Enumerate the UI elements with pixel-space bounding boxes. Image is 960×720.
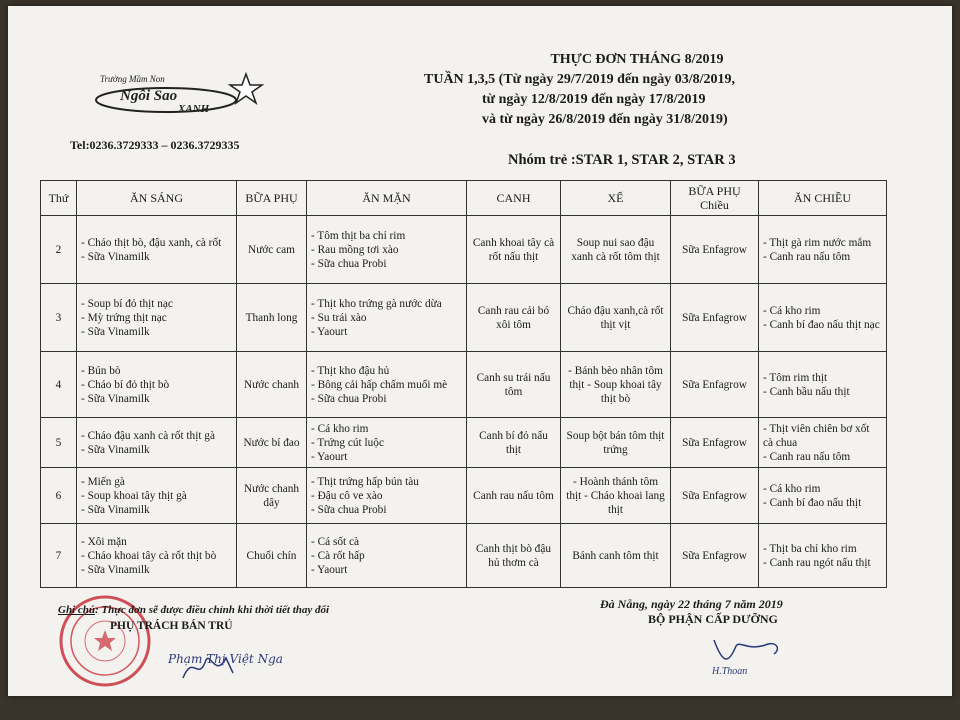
dish-item: - Canh bí đao nấu thịt nạc [763, 318, 880, 331]
dish-item: - Sữa chua Probi [311, 503, 387, 516]
cell-bua-phu: Nước bí đao [237, 418, 307, 468]
dish-item: - Sữa Vinamilk [81, 443, 150, 456]
table-row [41, 352, 887, 418]
cell-canh: Canh bí đỏ nấu thịt [467, 418, 561, 468]
cell-bua-phu-chieu: Sữa Enfagrow [671, 524, 759, 588]
menu-header [412, 50, 862, 130]
cell-canh: Canh khoai tây cà rốt nấu thịt [467, 216, 561, 284]
cell-an-man [307, 468, 467, 524]
cell-xe: - Hoành thánh tôm thịt - Cháo khoai lang thịt [561, 468, 671, 524]
responsible-title: PHỤ TRÁCH BÁN TRÚ [110, 620, 233, 632]
week-range-line3: và từ ngày 26/8/2019 đến ngày 31/8/2019) [482, 112, 728, 127]
dish-item: - Trứng cút luộc [311, 436, 384, 449]
logo-line3: XANH [178, 103, 210, 115]
dish-item: - Sữa Vinamilk [81, 392, 150, 405]
dish-item: - Cá kho rim [311, 422, 369, 435]
dish-item: - Thịt gà rim nước mắm [763, 236, 872, 249]
dish-item: - Thịt ba chỉ kho rim [763, 542, 857, 555]
cell-xe: Soup bột bán tôm thịt trứng [561, 418, 671, 468]
header-bua-phu-chieu [671, 181, 759, 216]
header-thu: Thứ [41, 181, 77, 216]
cell-thu: 6 [41, 468, 77, 524]
header-canh: CANH [467, 181, 561, 216]
dish-item: - Yaourt [311, 563, 348, 576]
cell-bua-phu-chieu: Sữa Enfagrow [671, 418, 759, 468]
cell-an-chieu [759, 284, 887, 352]
header-an-man: ĂN MẶN [307, 181, 467, 216]
header-an-chieu: ĂN CHIỀU [759, 181, 887, 216]
cell-canh: Canh rau nấu tôm [467, 468, 561, 524]
dish-item: - Cháo thịt bò, đậu xanh, cà rốt [81, 236, 222, 249]
cell-xe: Soup nui sao đậu xanh cà rốt tôm thịt [561, 216, 671, 284]
dish-item: - Sữa chua Probi [311, 257, 387, 270]
dish-item: - Yaourt [311, 325, 348, 338]
cell-an-sang [77, 418, 237, 468]
dish-item: - Rau mồng tơi xào [311, 243, 399, 256]
department-title: BỘ PHẬN CẤP DƯỠNG [648, 612, 778, 626]
dish-item: - Sữa chua Probi [311, 392, 387, 405]
cell-bua-phu-chieu: Sữa Enfagrow [671, 216, 759, 284]
menu-table [40, 180, 887, 588]
week-range-line1: TUẦN 1,3,5 (Từ ngày 29/7/2019 đến ngày 03/8/2019, [424, 72, 735, 87]
cell-thu: 5 [41, 418, 77, 468]
table-header-row [41, 181, 887, 216]
dish-item: - Canh rau nấu tôm [763, 450, 851, 463]
header-bua-phu-chieu-line2: Chiều [700, 198, 729, 212]
cell-xe: Cháo đậu xanh,cà rốt thịt vịt [561, 284, 671, 352]
dish-item: - Sữa Vinamilk [81, 250, 150, 263]
menu-document [8, 6, 952, 696]
dish-item: - Bún bò [81, 364, 121, 377]
footer-note [58, 604, 329, 616]
dish-item: - Tôm thịt ba chỉ rim [311, 229, 406, 242]
dish-item: - Thịt kho đậu hủ [311, 364, 390, 377]
cell-bua-phu: Thanh long [237, 284, 307, 352]
dish-item: - Thịt trứng hấp bún tàu [311, 475, 419, 488]
dish-item: - Cháo bí đỏ thịt bò [81, 378, 170, 391]
dish-item: - Tôm rim thịt [763, 371, 828, 384]
cell-bua-phu: Nước cam [237, 216, 307, 284]
cell-an-chieu [759, 524, 887, 588]
cell-an-sang [77, 524, 237, 588]
logo-line1: Trường Mầm Non [100, 74, 165, 84]
dish-item: - Miến gà [81, 475, 125, 488]
dish-item: - Cá kho rim [763, 304, 821, 317]
table-row [41, 284, 887, 352]
cell-an-sang [77, 352, 237, 418]
dish-item: - Canh bầu nấu thịt [763, 385, 850, 398]
cell-canh: Canh su trái nấu tôm [467, 352, 561, 418]
dish-item: - Canh rau ngót nấu thịt [763, 556, 871, 569]
cell-xe: - Bánh bèo nhân tôm thịt - Soup khoai tây thịt bò [561, 352, 671, 418]
cell-an-chieu [759, 352, 887, 418]
header-bua-phu-chieu-line1: BỮA PHỤ [688, 184, 741, 198]
table-row [41, 468, 887, 524]
cell-bua-phu: Nước chanh [237, 352, 307, 418]
cell-bua-phu: Nước chanh dây [237, 468, 307, 524]
signer-1-name: Phạm Thị Việt Nga [168, 652, 283, 666]
cell-an-chieu [759, 418, 887, 468]
cell-thu: 7 [41, 524, 77, 588]
cell-an-man [307, 418, 467, 468]
phone-number: Tel:0236.3729333 – 0236.3729335 [70, 138, 240, 152]
dish-item: - Cháo đậu xanh cà rốt thịt gà [81, 429, 215, 442]
cell-thu: 3 [41, 284, 77, 352]
dish-item: - Cá sốt cà [311, 535, 359, 548]
sign-date: Đà Nẵng, ngày 22 tháng 7 năm 2019 [600, 597, 783, 611]
dish-item: - Canh bí đao nấu thịt [763, 496, 862, 509]
menu-title: THỰC ĐƠN THÁNG 8/2019 [550, 52, 724, 67]
cell-an-sang [77, 468, 237, 524]
dish-item: - Đậu cô ve xào [311, 489, 383, 502]
cell-an-chieu [759, 216, 887, 284]
week-range-line2: từ ngày 12/8/2019 đến ngày 17/8/2019 [482, 92, 706, 107]
note-label: Ghi chú [58, 604, 95, 616]
note-text: : Thực đơn sẽ được điều chỉnh khi thời tiết thay đổi [95, 604, 330, 616]
class-group: Nhóm trẻ :STAR 1, STAR 2, STAR 3 [508, 152, 736, 168]
logo-line2: Ngôi Sao [120, 88, 178, 104]
cell-an-sang [77, 216, 237, 284]
cell-canh: Canh thịt bò đậu hủ thơm cà [467, 524, 561, 588]
dish-item: - Thịt kho trứng gà nước dừa [311, 297, 442, 310]
cell-xe: Bánh canh tôm thịt [561, 524, 671, 588]
dish-item: - Sữa Vinamilk [81, 503, 150, 516]
dish-item: - Cháo khoai tây cà rốt thịt bò [81, 549, 217, 562]
cell-an-man [307, 216, 467, 284]
cell-bua-phu-chieu: Sữa Enfagrow [671, 284, 759, 352]
cell-bua-phu-chieu: Sữa Enfagrow [671, 352, 759, 418]
dish-item: - Thịt viên chiên bơ xốt cà chua [763, 422, 870, 449]
dish-item: - Yaourt [311, 450, 348, 463]
dish-item: - Su trái xào [311, 311, 367, 324]
school-logo [86, 70, 276, 120]
dish-item: - Soup khoai tây thịt gà [81, 489, 187, 502]
cell-an-man [307, 352, 467, 418]
cell-canh: Canh rau cải bó xôi tôm [467, 284, 561, 352]
table-row [41, 418, 887, 468]
dish-item: - Canh rau nấu tôm [763, 250, 851, 263]
signer-2-name: H.Thoan [712, 666, 748, 677]
signature-2 [708, 632, 788, 686]
cell-an-sang [77, 284, 237, 352]
cell-thu: 2 [41, 216, 77, 284]
cell-bua-phu: Chuối chín [237, 524, 307, 588]
cell-an-man [307, 524, 467, 588]
table-body [41, 216, 887, 588]
dish-item: - Sữa Vinamilk [81, 563, 150, 576]
cell-an-chieu [759, 468, 887, 524]
dish-item: - Bông cải hấp chấm muối mè [311, 378, 448, 391]
cell-bua-phu-chieu: Sữa Enfagrow [671, 468, 759, 524]
dish-item: - Xôi mặn [81, 535, 127, 548]
header-xe: XẾ [561, 181, 671, 216]
cell-an-man [307, 284, 467, 352]
table-row [41, 216, 887, 284]
header-bua-phu: BỮA PHỤ [237, 181, 307, 216]
header-an-sang: ĂN SÁNG [77, 181, 237, 216]
dish-item: - Soup bí đỏ thịt nạc [81, 297, 173, 310]
dish-item: - Cá kho rim [763, 482, 821, 495]
dish-item: - Mỳ trứng thịt nạc [81, 311, 167, 324]
dish-item: - Cà rốt hấp [311, 549, 365, 562]
cell-thu: 4 [41, 352, 77, 418]
dish-item: - Sữa Vinamilk [81, 325, 150, 338]
table-row [41, 524, 887, 588]
